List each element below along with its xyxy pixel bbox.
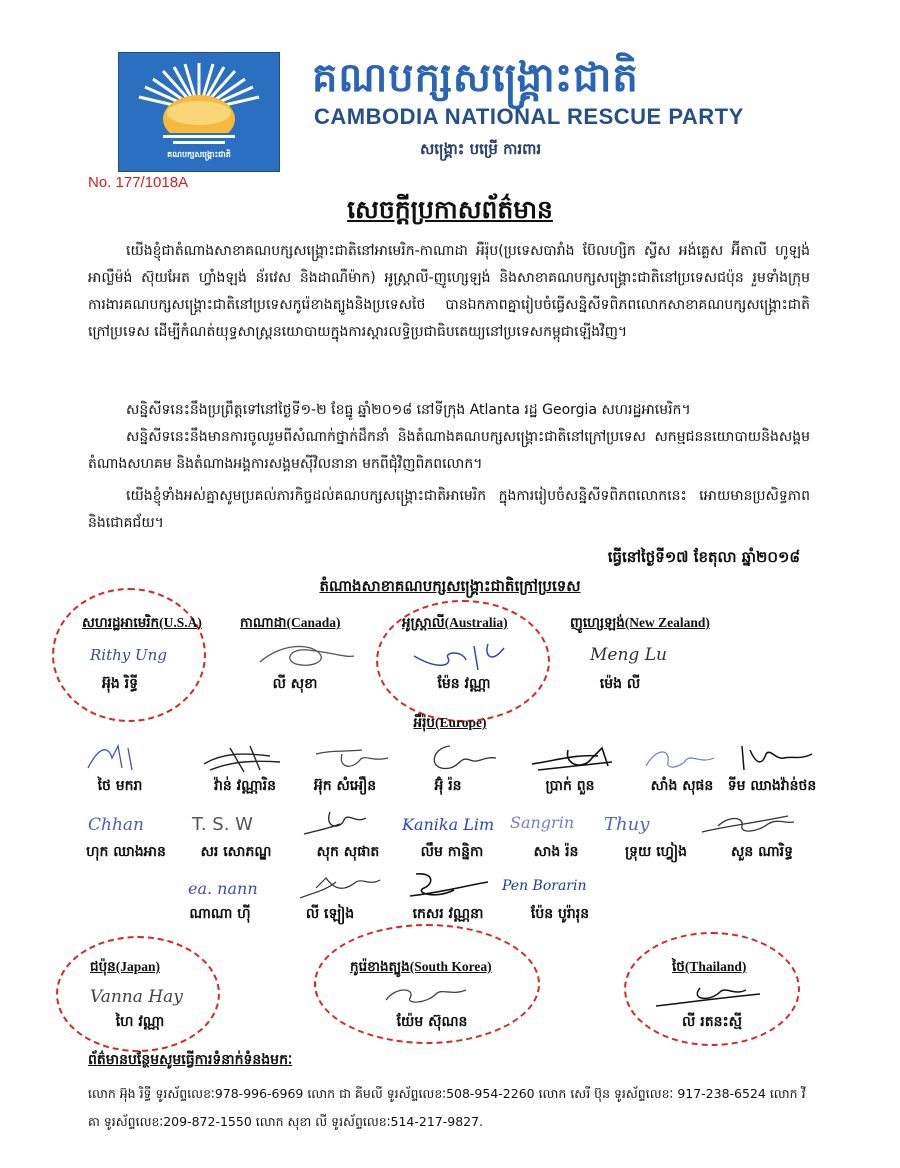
country-thailand: ថៃ(Thailand) bbox=[672, 959, 747, 975]
signatory-europe-1-name: ថៃ មករា bbox=[97, 778, 143, 794]
signatory-europe-12-name: សាង រ៉ន bbox=[533, 844, 579, 860]
signatory-europe-14-name: សួន ណារិទ្ធ bbox=[731, 844, 793, 860]
document-title: សេចក្តីប្រកាសព័ត៌មាន bbox=[347, 195, 553, 224]
party-name-english: CAMBODIA NATIONAL RESCUE PARTY bbox=[314, 104, 744, 129]
signatory-europe-2-name: វ៉ាន់ វណ្ណារិន bbox=[214, 778, 276, 794]
signature-europe-8 bbox=[86, 804, 176, 844]
signatory-south-korea-name: យ៉ែម ស៊ុណន bbox=[396, 1014, 468, 1030]
signatory-europe-3-name: អ៊ុក សំអឿន bbox=[313, 778, 377, 794]
signatory-europe-9-name: សរ សោភណ្ឌ bbox=[200, 844, 272, 860]
signature-europe-3 bbox=[312, 740, 392, 780]
paragraph-3: សន្និសីទនេះនឹងមានការចូលរួមពីសំណាក់ថ្នាក់ដឹកនាំ និងតំណាងគណបក្សសង្គ្រោះជាតិនៅក្រៅប្រទេស សកម្មជននយោបាយនិងសង្គម តំណាងសហគម និងតំណាងអង្គការសង្គមស៊ីវិលនានា មកពីជុំវិញពិភពលោក។ bbox=[88, 429, 810, 472]
country-south-korea: កូរ៉េខាងត្បូង(South Korea) bbox=[350, 959, 492, 975]
signature-europe-9 bbox=[190, 804, 280, 844]
signatory-australia-name: ម៉ែន វណ្ណា bbox=[437, 676, 491, 692]
contact-title: ព័ត៌មានបន្ថែមសូមធ្វើការទំនាក់ទំនងមកៈ bbox=[88, 1052, 293, 1068]
party-logo bbox=[118, 52, 280, 172]
signatory-europe-16-name: លី ឡៀង bbox=[305, 906, 355, 922]
signatory-europe-6-name: សាំង សុផន bbox=[650, 778, 714, 794]
signature-europe-16 bbox=[296, 868, 386, 908]
party-motto: សង្គ្រោះ បម្រើ ការពារ bbox=[420, 140, 542, 158]
signature-japan-text: Vanna Hay bbox=[90, 987, 183, 1007]
signature-usa-text: Rithy Ung bbox=[90, 646, 167, 664]
signature-new-zealand bbox=[586, 634, 696, 674]
signature-europe-18 bbox=[500, 866, 600, 906]
signature-europe-1 bbox=[78, 738, 168, 778]
signature-europe-9-text: T. S. W bbox=[192, 814, 253, 835]
signature-europe-5 bbox=[528, 740, 618, 780]
signature-europe-12 bbox=[508, 804, 598, 844]
signatory-europe-13-name: ទ្រុយ ហ្វៀង bbox=[624, 844, 688, 860]
country-new-zealand: ញូហ្សេឡង់(New Zealand) bbox=[570, 615, 710, 631]
signatory-japan-name: ហៃ វណ្ណា bbox=[115, 1014, 165, 1030]
signature-europe-6 bbox=[640, 740, 720, 780]
signatory-europe-8-name: ហុក ឈាងអាន bbox=[86, 844, 166, 860]
representatives-title: តំណាងសាខាគណបក្សសង្គ្រោះជាតិក្រៅប្រទេស bbox=[319, 577, 581, 595]
signature-europe-11 bbox=[400, 804, 500, 844]
signatory-canada-name: លី សុខា bbox=[272, 676, 318, 692]
signature-south-korea bbox=[376, 976, 476, 1016]
country-australia: អូស្ត្រាលី(Australia) bbox=[402, 615, 508, 631]
signature-europe-15-text: ea. nann bbox=[188, 879, 258, 898]
country-japan: ជប៉ុន(Japan) bbox=[90, 959, 160, 975]
signatory-europe-7-name: ទីម ឈាងវ៉ាន់ថន bbox=[727, 778, 817, 794]
paragraph-2: សន្និសីទនេះនឹងប្រព្រឹត្តទៅនៅថ្ងៃទី១-២ ខែធ្នូ ឆ្នាំ២០១៨ នៅទីក្រុង Atlanta រដ្ឋ Georgia សហរដ្ឋអាមេរិក។ bbox=[126, 402, 691, 418]
signature-canada bbox=[250, 636, 360, 676]
logo-caption: គណបក្សសង្គ្រោះជាតិ bbox=[167, 150, 231, 159]
signatory-new-zealand-name: ម៉េង លី bbox=[599, 676, 641, 692]
country-canada: កាណាដា(Canada) bbox=[240, 615, 341, 631]
signature-europe-18-text: Pen Borarin bbox=[502, 878, 587, 894]
contact-details: លោក អ៊ុង រិទ្ធី ទូរស័ព្ទលេខៈ978-996-6969 លោក ជា គីមលី ទូរស័ព្ទលេខៈ508-954-2260 លោក សេរី ប៊ុន ទូរស័ព្ទលេខៈ 917-238-6524 លោក វី គា ទូរស័ព្ទលេខៈ209-872-1550 លោក សុខា លី ទូរស័ព្ទលេខៈ514-217-9827. bbox=[88, 1086, 806, 1129]
signature-australia bbox=[408, 636, 518, 676]
signature-europe-2 bbox=[200, 740, 290, 780]
signature-europe-4 bbox=[420, 738, 500, 778]
paragraph-4: យើងខ្ញុំទាំងអស់គ្នាសូមប្រគល់ភារកិច្ចដល់គណបក្សសង្គ្រោះជាតិអាមេរិក ក្នុងការរៀបចំសន្និសីទពិភពលោកនេះ អោយមានប្រសិទ្ធភាព និងជោគជ័យ។ bbox=[88, 488, 810, 531]
signature-japan bbox=[86, 976, 206, 1016]
signature-europe-7 bbox=[736, 740, 816, 780]
signatory-europe-11-name: លឹម កាន្និកា bbox=[420, 844, 484, 860]
signatory-europe-4-name: អ៊ុំ រ៉ន bbox=[434, 778, 462, 794]
signature-europe-10 bbox=[300, 804, 380, 844]
signature-europe-13 bbox=[600, 804, 690, 844]
signatory-europe-17-name: កេសរ វណ្ណនា bbox=[412, 906, 484, 922]
signatory-europe-18-name: ប៉ែន បូរ៉ារុន bbox=[530, 906, 590, 922]
signature-new-zealand-text: Meng Lu bbox=[590, 645, 667, 665]
party-name-khmer: គណបក្សសង្គ្រោះជាតិ bbox=[312, 55, 639, 101]
signatory-thailand-name: លី រតនះស្មី bbox=[682, 1014, 742, 1030]
country-usa: សហរដ្ឋអាមេរិក(U.S.A) bbox=[82, 615, 202, 631]
document-number: No. 177/1018A bbox=[88, 174, 189, 191]
signature-europe-17 bbox=[404, 866, 494, 906]
signature-thailand bbox=[650, 976, 770, 1016]
signature-usa bbox=[86, 634, 196, 674]
signatory-europe-5-name: ប្រាក់ ពួន bbox=[545, 778, 595, 794]
signatory-usa-name: អ៊ុង រិទ្ធី bbox=[102, 676, 138, 692]
signatory-europe-10-name: សុក សុផាត bbox=[316, 844, 380, 860]
paragraph-1: យើងខ្ញុំជាតំណាងសាខាគណបក្សសង្គ្រោះជាតិនៅអាមេរិក-កាណាដា អឺរ៉ុប(ប្រទេសបារាំង ប៊ែលហ្សិក ស្វីស អង់គ្លេស អ៊ីតាលី ហូឡង់ អាល្លឺម៉ង់ ស៊ុយអែត ហ្វាំងឡង់ ន័រវេស និងដាណឺម៉ាក) អូស្ត្រាលី-ញូហ្សេឡង់ និងសាខាគណបក្សសង្គ្រោះជាតិនៅប្រទេសជប៉ុន រួមទាំងក្រុមការងារគណបក្សសង្គ្រោះជាតិនៅប្រទេសកូរ៉េខាងត្បូងនិងប្រទេសថៃ បានឯកភាពគ្នារៀបចំធ្វើសន្និសីទពិភពលោកសាខាគណបក្សសង្គ្រោះជាតិក្រៅប្រទេស ដើម្បីកំណត់យុទ្ធសាស្ត្រនយោបាយក្នុងការស្តារលទ្ធិប្រជាធិបតេយ្យនៅប្រទេសកម្ពុជាឡើងវិញ។ bbox=[88, 243, 810, 340]
signature-europe-15 bbox=[186, 868, 286, 908]
country-europe: អឺរ៉ុប(Europe) bbox=[413, 715, 487, 731]
signature-europe-14 bbox=[698, 806, 798, 846]
signature-europe-12-text: Sangrin bbox=[510, 813, 575, 832]
signatory-europe-15-name: ណាណា ហ៊ី bbox=[189, 906, 251, 922]
signature-europe-11-text: Kanika Lim bbox=[402, 815, 495, 834]
signature-europe-13-text: Thuy bbox=[604, 814, 650, 835]
signature-europe-8-text: Chhan bbox=[88, 815, 144, 835]
document-date: ធ្វើនៅថ្ងៃទី១៧ ខែតុលា ឆ្នាំ២០១៨ bbox=[607, 548, 800, 566]
